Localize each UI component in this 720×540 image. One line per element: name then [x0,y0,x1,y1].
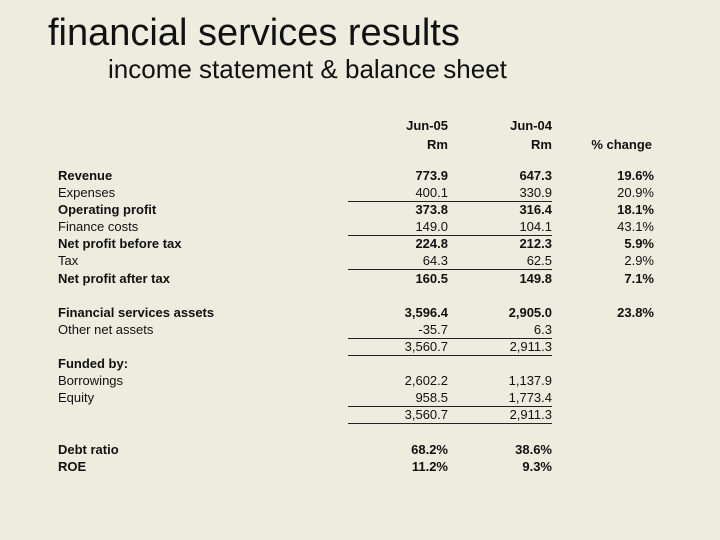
table-row [0,235,720,252]
row-label: Financial services assets [58,305,215,320]
row-value-c2: 9.3% [522,459,552,474]
column-header-jun04 [492,116,552,154]
row-label: Other net assets [58,322,154,337]
row-value-c1: 3,560.7 [404,339,448,354]
row-value-c1: 2,602.2 [404,373,448,388]
row-value-c2: 1,137.9 [508,373,552,388]
column-header-jun04-unit: Rm [531,137,552,152]
row-value-c2: 316.4 [519,202,552,217]
table-row [0,201,720,218]
row-label: Expenses [58,185,116,200]
row-value-c1: 160.5 [415,271,448,286]
column-header-jun04-period: Jun-04 [510,118,552,133]
row-value-c3: 43.1% [617,219,654,234]
row-value-c3: 7.1% [624,271,654,286]
table-row [0,458,720,475]
row-label: ROE [58,459,87,474]
row-label: Revenue [58,168,113,183]
table-row [0,389,720,406]
row-value-c1: 3,560.7 [404,407,448,422]
row-value-c3: 20.9% [617,185,654,200]
row-label: Funded by: [58,356,129,371]
row-label: Finance costs [58,219,139,234]
table-row [0,372,720,389]
table-row [0,184,720,201]
column-header-jun05 [388,116,448,154]
column-header-jun05-unit: Rm [427,137,448,152]
row-value-c1: 11.2% [411,459,448,474]
column-header-jun05-period: Jun-05 [406,118,448,133]
rule-net-profit-after-tax [348,269,552,270]
table-row [0,406,720,423]
row-value-c2: 2,911.3 [509,339,552,354]
table-row [0,355,720,372]
row-label: Tax [58,253,79,268]
table-row [0,252,720,269]
table-row [0,218,720,235]
row-value-c2: 104.1 [519,219,552,234]
row-value-c3: 2.9% [624,253,654,268]
row-label: Net profit before tax [58,236,182,251]
row-value-c1: 773.9 [415,168,448,183]
row-label: Operating profit [58,202,157,217]
row-value-c1: 224.8 [415,236,448,251]
table-row [0,270,720,287]
row-label: Borrowings [58,373,124,388]
rule-operating-profit [348,201,552,202]
row-label: Debt ratio [58,442,119,457]
row-value-c2: 212.3 [519,236,552,251]
table-row [0,338,720,355]
row-value-c1: 958.5 [415,390,448,405]
row-value-c1: 373.8 [415,202,448,217]
row-value-c2: 2,905.0 [508,305,552,320]
row-value-c3: 23.8% [617,305,654,320]
page-subtitle: income statement & balance sheet [108,54,507,84]
rule-funding-subtotal [348,406,552,407]
row-value-c1: 3,596.4 [404,305,448,320]
table-row [0,321,720,338]
row-value-c2: 2,911.3 [509,407,552,422]
rule-funding-total [348,423,552,424]
table-row [0,167,720,184]
row-value-c2: 1,773.4 [508,390,552,405]
rule-net-profit-before-tax [348,235,552,236]
row-value-c2: 647.3 [519,168,552,183]
row-value-c3: 5.9% [624,236,654,251]
page-title: financial services results [48,12,460,54]
row-value-c2: 330.9 [519,185,552,200]
row-value-c3: 18.1% [617,202,654,217]
row-value-c1: 400.1 [415,185,448,200]
rule-assets-subtotal [348,338,552,339]
row-value-c2: 6.3 [533,322,552,337]
row-value-c1: 68.2% [411,442,448,457]
row-value-c2: 149.8 [519,271,552,286]
table-row [0,304,720,321]
row-value-c2: 38.6% [515,442,552,457]
row-value-c3: 19.6% [617,168,654,183]
row-label: Net profit after tax [58,271,170,286]
row-label: Equity [58,390,95,405]
row-value-c1: -35.7 [418,322,448,337]
row-value-c2: 62.5 [526,253,552,268]
row-value-c1: 64.3 [422,253,448,268]
table-row [0,441,720,458]
column-header-change: % change [591,137,652,152]
row-value-c1: 149.0 [415,219,448,234]
rule-assets-total [348,355,552,356]
